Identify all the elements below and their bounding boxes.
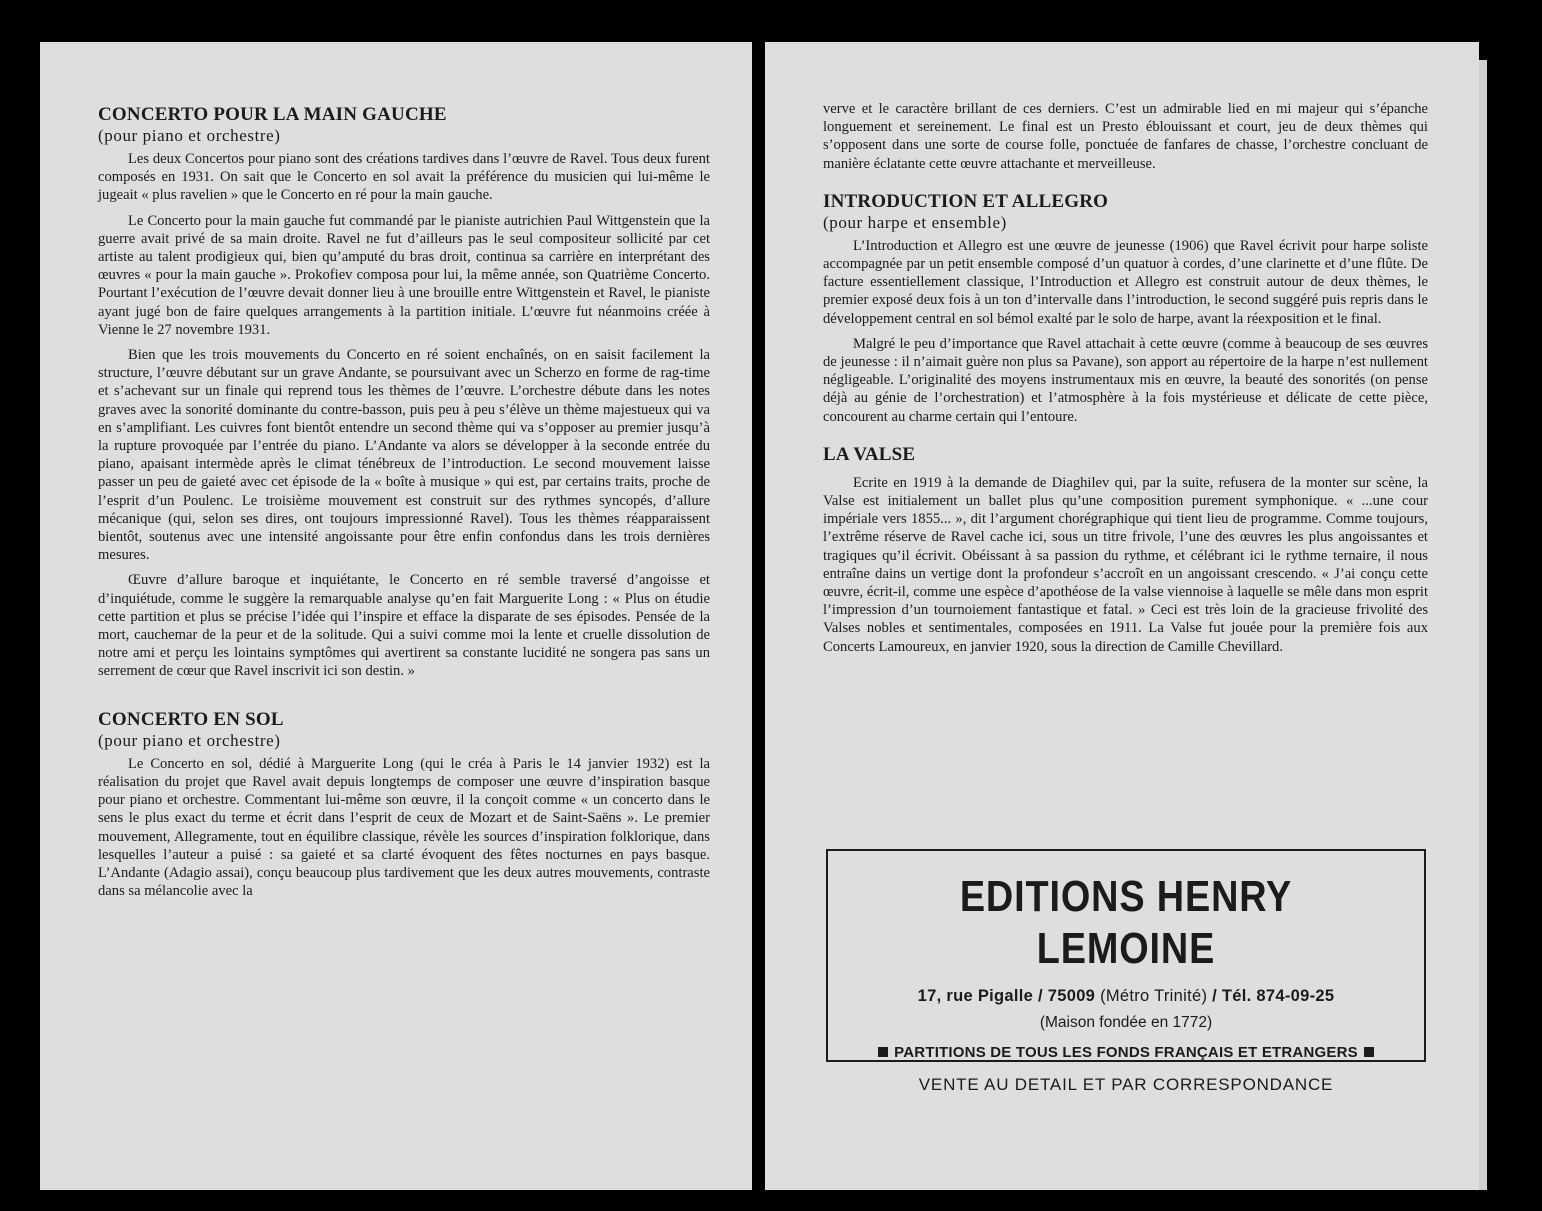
paragraph: Les deux Concertos pour piano sont des créations tardives dans l’œuvre de Ravel. Tous deux furent composés en 1931. On sait que le Concerto en sol avait la préférence du musicien qui lui-même le jugeait « plus ravelien » que le Concerto en ré pour la main gauche.: [98, 151, 710, 204]
advert-title: EDITIONS HENRY LEMOINE: [959, 872, 1293, 973]
right-page: [765, 42, 1479, 1190]
paragraph: Le Concerto en sol, dédié à Marguerite Long (qui le créa à Paris le 14 janvier 1932) est la réalisation du projet que Ravel avait depuis longtemps de composer une œuvre d’inspiration basque pour piano et orchestre. Commentant lui-même son œuvre, il la conçoit comme « un concerto dans le sens le plus exact du terme et écrit dans l’esprit de ceux de Mozart et de Saint-Saëns ». Le premier mouvement, Allegramente, tout en équilibre classique, révèle les sources d’inspiration folklorique, dans lesquelles l’auteur a puisé : sa gaieté et sa clarté évoquent des fêtes nocturnes en pays basque. L’Andante (Adagio assai), conçu beaucoup plus tardivement que les deux autres mouvements, contraste dans sa mélancolie avec la: [98, 755, 710, 900]
section-title-main-gauche: CONCERTO POUR LA MAIN GAUCHE: [98, 104, 447, 125]
advert-founded: (Maison fondée en 1772): [1039, 1014, 1213, 1031]
advert-vente: VENTE AU DETAIL ET PAR CORRESPONDANCE: [918, 1075, 1334, 1094]
bullet-square-icon: [878, 1047, 888, 1057]
continuation-paragraph: verve et le caractère brillant de ces derniers. C’est un admirable lied en mi majeur qui s’épanche longuement et sereinement. Le final est un Presto éblouissant et court, jeu de deux thèmes qui s’opposent dans une sorte de course folle, ponctuée de fanfares de chasse, l’orchestre concluant de manière éclatante cette œuvre attachante et merveilleuse.: [823, 101, 1428, 172]
advert-address: [828, 987, 1424, 1006]
advert-partitions: [828, 1044, 1424, 1061]
section-subtitle-en-sol: (pour piano et orchestre): [98, 730, 281, 750]
advert-address-phone: / Tél. 874-09-25: [1207, 987, 1335, 1005]
paragraph: Le Concerto pour la main gauche fut commandé par le pianiste autrichien Paul Wittgenstein que la guerre avait privé de sa main droite. Ravel ne fut d’ailleurs pas le seul compositeur sollicité par cet artiste au talent prodigieux qui, bien qu’amputé du bras droit, continua sa carrière en interprétant des œuvres « pour la main gauche ». Prokofiev composa pour lui, la même année, son Quatrième Concerto. Pourtant l’exécution de l’œuvre devait donner lieu à une brouille entre Wittgenstein et Ravel, le pianiste ayant jugé bon de faire quelques arrangements à la partition initiale. L’œuvre fut néanmoins créée à Vienne le 27 novembre 1931.: [98, 212, 710, 338]
advert-partitions-text: PARTITIONS DE TOUS LES FONDS FRANÇAIS ET ETRANGERS: [894, 1044, 1358, 1061]
section-title-valse: LA VALSE: [823, 443, 916, 465]
left-page: [40, 42, 752, 1190]
section-subtitle-main-gauche: (pour piano et orchestre): [98, 126, 281, 145]
section-subtitle-introduction: (pour harpe et ensemble): [823, 212, 1007, 232]
section-title-en-sol: CONCERTO EN SOL: [98, 708, 284, 730]
paragraph: Ecrite en 1919 à la demande de Diaghilev qui, par la suite, refusera de la monter sur scène, la Valse est initialement un ballet plus qu’une composition purement symphonique. « ...une cour impériale vers 1855... », dit l’argument chorégraphique qui tient lieu de programme. Comme toujours, l’extrême réserve de Ravel cache ici, sous un titre frivole, l’une des œuvres les plus angoissantes et tragiques qu’il écrivit. Obéissant à sa passion du rythme, et célébrant ici le rythme ternaire, il nous entraîne dains un vertige dont la profondeur s’accroît en un angoissant crescendo. « J’ai conçu cette œuvre, écrit-il, comme une espèce d’apothéose de la valse viennoise à laquelle se mêle dans mon esprit l’impression d’un tournoiement fantastique et fatal. » Ceci est très loin de la gracieuse frivolité des Valses nobles et sentimentales, composées en 1911. La Valse fut jouée pour la première fois aux Concerts Lamoureux, en janvier 1920, sous la direction de Camille Chevillard.: [823, 474, 1428, 655]
section-title-introduction: INTRODUCTION ET ALLEGRO: [823, 190, 1109, 212]
left-column: [98, 104, 710, 900]
paragraph: L’Introduction et Allegro est une œuvre de jeunesse (1906) que Ravel écrivit pour harpe soliste accompagnée par un petit ensemble composé d’un quatuor à cordes, d’une clarinette et d’une flûte. De facture essentiellement classique, l’Introduction et Allegro est construit autour de deux thèmes, le premier exposé deux fois à un ton d’intervalle dans l’introduction, le second suggéré puis repris dans le développement central en sol bémol exalté par le solo de harpe, avant la réexposition et le final.: [823, 237, 1428, 327]
page-edge: [1479, 60, 1487, 1190]
publisher-advert: [826, 849, 1426, 1094]
paragraph: Malgré le peu d’importance que Ravel attachait à cette œuvre (comme à beaucoup de ses œuvres de jeunesse : il n’aimait guère non plus sa Pavane), son apport au répertoire de la harpe n’est nullement négligeable. L’originalité des moyens instrumentaux mis en œuvre, la beauté des sonorités (on pense déjà au génie de l’orchestration) et l’atmosphère à la fois mystérieuse et délicate de cette pièce, concourent au charme certain qui l’entoure.: [823, 335, 1428, 425]
right-column: [823, 100, 1428, 656]
advert-address-street: 17, rue Pigalle / 75009: [917, 987, 1101, 1005]
advert-address-metro: (Métro Trinité): [1100, 987, 1208, 1005]
paragraph: Œuvre d’allure baroque et inquiétante, le Concerto en ré semble traversé d’angoisse et d’inquiétude, comme le suggère la remarquable analyse qu’en fait Marguerite Long : « Plus on étudie cette partition et plus se précise l’idée qui l’inspire et efface la disparate de ses épisodes. Pensée de la mort, cauchemar de la peur et de la solitude. Qui a suivi comme moi la lente et cruelle dissolution de notre ami et perçu les lointains symptômes qui avertirent sa constante lucidité ne songera pas sans un serrement de cœur que Ravel inscrivit ici son destin. »: [98, 572, 710, 680]
bullet-square-icon: [1364, 1047, 1374, 1057]
paragraph: Bien que les trois mouvements du Concerto en ré soient enchaînés, on en saisit facilement la structure, l’œuvre débutant sur un grave Andante, se poursuivant avec un Scherzo en forme de rag-time et s’achevant sur un finale qui reprend tous les thèmes de l’œuvre. L’orchestre débute dans les notes graves avec la sonorité dominante du contre-basson, puis peu à peu s’élève un thème majestueux qui va en s’amplifiant. Les cuivres font bientôt entendre un second thème qui va s’opposer au premier jusqu’à la rupture provoquée par l’entrée du piano. L’Andante va alors se développer à la seconde entrée du piano, apaisant intermède après le climat ténébreux de l’introduction. Le second mouvement laisse passer un peu de gaieté avec cet épisode de la « boîte à musique » qui est, par certains traits, proche de l’esprit d’un Poulenc. Le troisième mouvement est construit sur des rythmes syncopés, d’allure mécanique (qui, selon ses dires, ont toujours impressionné Ravel). Tous les thèmes réapparaissent bientôt, soutenus avec une intensité angoissante pour être enfin confondus dans les trois dernières mesures.: [98, 347, 710, 564]
